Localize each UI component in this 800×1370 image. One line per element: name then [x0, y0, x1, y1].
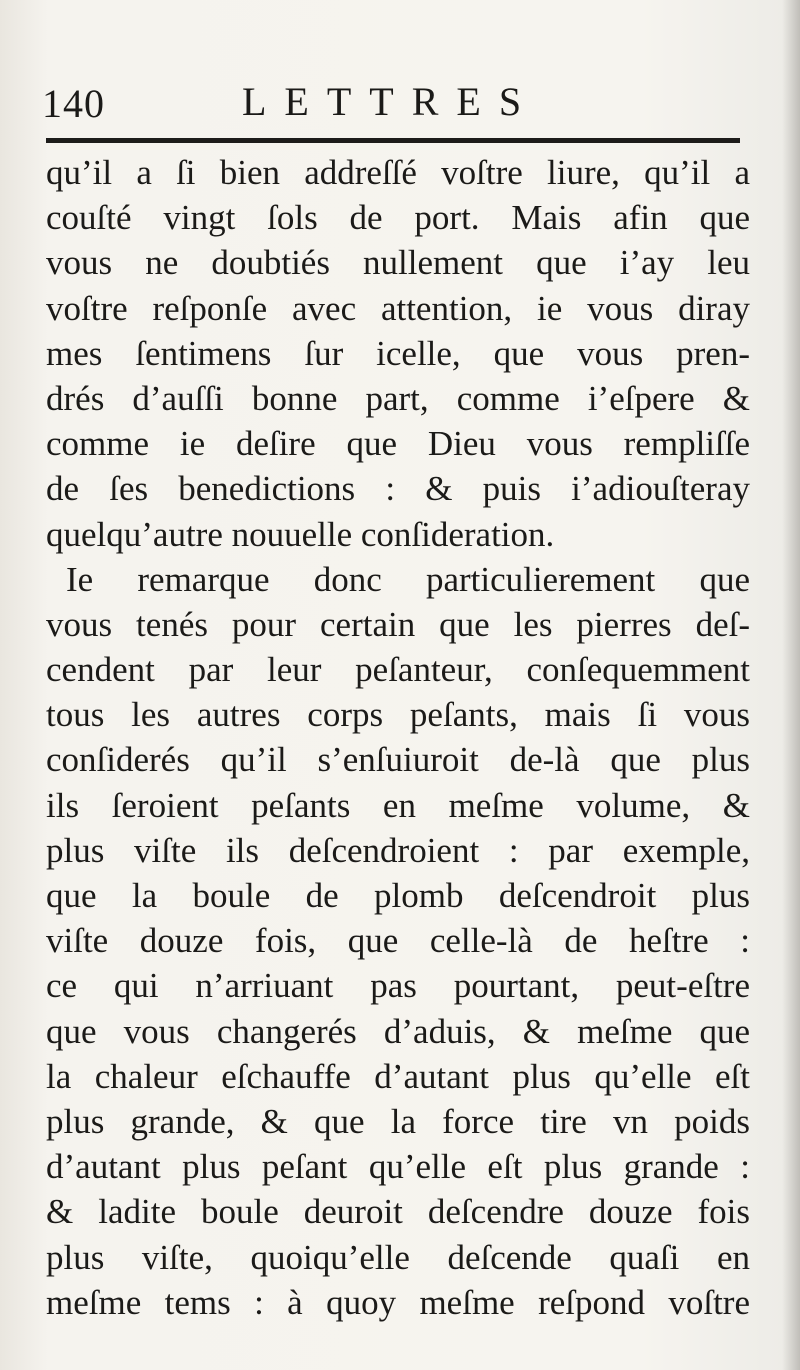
text-line: vous tenés pour certain que les pierres deſ-	[46, 604, 750, 644]
paragraph-first-line: Ie remarque donc particulierement que	[66, 559, 750, 599]
text-line: qu’il a ſi bien addreſſé voſtre liure, qu’il a	[46, 153, 750, 192]
text-line: tous les autres corps peſants, mais ſi vous	[46, 695, 750, 735]
text-line: la chaleur eſchauffe d’autant plus qu’elle eſt	[46, 1056, 750, 1096]
text-line: drés d’auſſi bonne part, comme i’eſpere &	[46, 378, 750, 418]
text-line: que la boule de plomb deſcendroit plus	[46, 876, 750, 915]
page-edge-shadow	[782, 0, 800, 1370]
text-line: plus viſte, quoiqu’elle deſcende quaſi en	[46, 1237, 750, 1277]
page-header	[42, 70, 742, 130]
text-line: plus viſte ils deſcendroient : par exemple,	[46, 830, 750, 870]
text-line: ils ſeroient peſants en meſme volume, &	[46, 785, 750, 825]
text-line: couſté vingt ſols de port. Mais afin que	[46, 198, 750, 238]
text-line: vous ne doubtiés nullement que i’ay leu	[46, 243, 750, 283]
text-line: voſtre reſponſe avec attention, ie vous diray	[46, 288, 750, 328]
text-line: viſte douze fois, que celle-là de heſtre :	[46, 921, 750, 961]
text-line: cendent par leur peſanteur, conſequemment	[46, 650, 750, 690]
text-line: d’autant plus peſant qu’elle eſt plus grande :	[46, 1147, 750, 1187]
text-line: de ſes benedictions : & puis i’adiouſteray	[46, 469, 750, 509]
page-number: 140	[42, 81, 105, 126]
header-rule	[46, 138, 740, 143]
text-line: mes ſentimens ſur icelle, que vous pren-	[46, 333, 750, 373]
text-line: ce qui n’arriuant pas pourtant, peut-eſtre	[46, 966, 750, 1006]
text-line: & ladite boule deuroit deſcendre douze fois	[46, 1192, 750, 1232]
text-line: conſiderés qu’il s’enſuiuroit de-là que plus	[46, 740, 750, 780]
text-line: que vous changerés d’aduis, & meſme que	[46, 1011, 750, 1051]
text-line: comme ie deſire que Dieu vous rempliſſe	[46, 424, 750, 464]
text-body	[46, 150, 750, 1325]
text-line: plus grande, & que la force tire vn poids	[46, 1101, 750, 1141]
running-title: LETTRES	[242, 79, 540, 124]
text-line: meſme tems : à quoy meſme reſpond voſtre	[46, 1282, 750, 1322]
text-line: quelqu’autre nouuelle conſideration.	[46, 514, 555, 554]
